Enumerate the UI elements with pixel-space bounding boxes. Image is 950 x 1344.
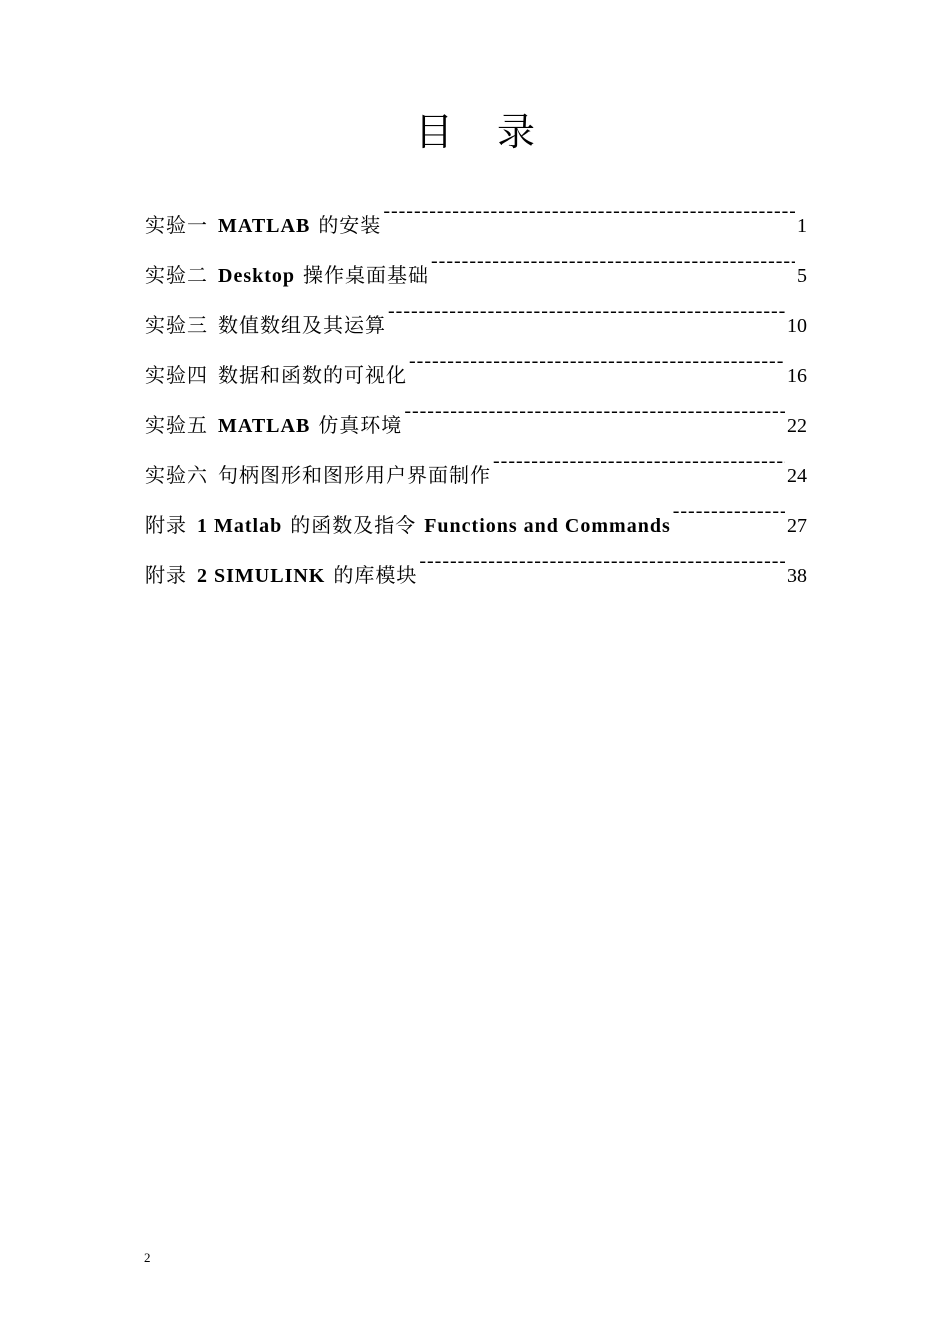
toc-entry-page: 5 <box>797 265 807 287</box>
toc-entry-title <box>218 404 402 447</box>
toc-entry-title <box>218 304 386 346</box>
toc-entry-page: 22 <box>787 415 807 437</box>
toc-entry[interactable] <box>145 240 807 290</box>
toc-entry-title-part: Functions and Commands <box>424 515 671 537</box>
toc-entry-title-part: 句柄图形和图形用户界面制作 <box>218 463 491 487</box>
toc-entry[interactable] <box>145 190 807 240</box>
toc-entry-prefix: 实验一 <box>145 213 208 237</box>
toc-entry-title <box>218 354 407 396</box>
toc-entry-title-part: 数据和函数的可视化 <box>218 363 407 387</box>
page-number: 2 <box>144 1250 151 1265</box>
toc-entry-prefix: 实验二 <box>145 263 208 287</box>
toc-dot-leader <box>431 240 795 282</box>
toc-entry-prefix: 实验六 <box>145 463 208 487</box>
toc-entry[interactable] <box>145 540 807 590</box>
toc-entry-title <box>197 554 417 597</box>
toc-entry-title-part: 2 SIMULINK <box>197 565 326 587</box>
toc-dot-leader <box>419 540 785 582</box>
toc-entry-page: 10 <box>787 315 807 337</box>
toc-entry-prefix: 实验五 <box>145 413 208 437</box>
toc-dot-leader <box>388 290 785 332</box>
toc-entry[interactable] <box>145 440 807 490</box>
toc-entry-page: 1 <box>797 215 807 237</box>
toc-entry-title <box>218 204 381 247</box>
toc-entry-page: 38 <box>787 565 807 587</box>
toc-entry-title-part: MATLAB <box>218 415 311 437</box>
toc-entry-prefix: 实验三 <box>145 313 208 337</box>
toc-entry-title-part: 仿真环境 <box>318 413 403 437</box>
toc-entry-title-part: 1 Matlab <box>197 515 283 537</box>
toc-dot-leader <box>673 490 785 532</box>
page-title: 目录 <box>414 110 579 154</box>
toc-entry[interactable] <box>145 290 807 340</box>
toc-entry-title-part: 的安装 <box>318 213 382 237</box>
toc-entry[interactable] <box>145 490 807 540</box>
toc-entry-page: 27 <box>787 515 807 537</box>
toc-entry-page: 16 <box>787 365 807 387</box>
toc-entry-prefix: 实验四 <box>145 363 208 387</box>
toc-entry-title <box>218 454 491 496</box>
toc-entry-title-part: 操作桌面基础 <box>303 263 430 287</box>
toc-entry-page: 24 <box>787 465 807 487</box>
toc-entry-title-part: MATLAB <box>218 215 311 237</box>
toc-dot-leader <box>493 440 785 482</box>
toc-dot-leader <box>409 340 785 382</box>
toc-entry-title-part: Desktop <box>218 265 296 287</box>
toc-entry-prefix: 附录 <box>145 563 187 587</box>
toc-entry-title-part: 的函数及指令 <box>290 513 417 537</box>
toc-entry[interactable] <box>145 390 807 440</box>
toc-entry[interactable] <box>145 340 807 390</box>
toc-entry-title-part: 数值数组及其运算 <box>218 313 386 337</box>
toc-dot-leader <box>383 190 795 232</box>
toc-entry-prefix: 附录 <box>145 513 187 537</box>
toc-entry-title-part: 的库模块 <box>333 563 418 587</box>
table-of-contents <box>145 190 807 590</box>
toc-dot-leader <box>404 390 785 432</box>
